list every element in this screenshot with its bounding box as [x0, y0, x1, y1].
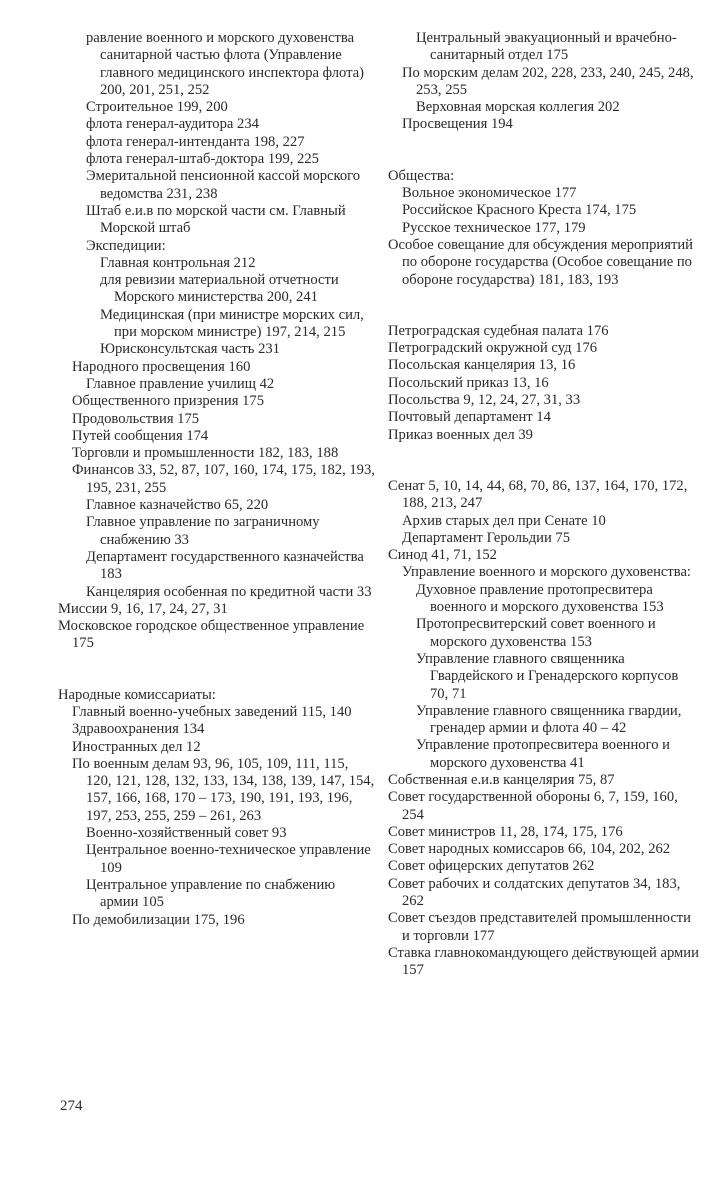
index-entry: Миссии 9, 16, 17, 24, 27, 31	[58, 600, 228, 617]
index-entry: флота генерал-аудитора 234	[86, 116, 259, 133]
index-entry: Верховная морская коллегия 202	[416, 99, 620, 116]
index-entry: По демобилизации 175, 196	[72, 911, 245, 928]
index-entry: равление военного и морского духовенства санитарной частью флота (Управление главного медицинского инспектора флота) 200, 201, 251, 252	[86, 30, 365, 98]
index-entry: Управление военного и морского духовенства:	[402, 564, 691, 581]
index-entry: Общества:	[388, 167, 455, 184]
index-entry: Совет съездов представителей промышленности и торговли 177	[388, 910, 691, 944]
index-entry: Московское городское общественное управление 175	[58, 618, 365, 652]
index-entry: По военным делам 93, 96, 105, 109, 111, 115, 120, 121, 128, 132, 133, 134, 138, 139, 147, 154, 157, 166, 168, 170 – 173, 190, 191, 193, 196, 197, 253, 255, 259 – 261, 263	[72, 755, 375, 824]
index-entry: Здравоохранения 134	[72, 721, 205, 738]
index-entry: Совет рабочих и солдатских депутатов 34, 183, 262	[388, 875, 681, 910]
index-entry: Петроградский окружной суд 176	[388, 340, 598, 357]
index-column-left	[58, 30, 376, 929]
index-entry: Совет народных комиссаров 66, 104, 202, 262	[388, 841, 671, 858]
index-entry: Центральное военно-техническое управление 109	[86, 842, 371, 876]
section-gap	[388, 444, 700, 478]
index-entry: Штаб е.и.в по морской части см. Главный Морской штаб	[86, 202, 346, 237]
index-entry: флота генерал-штаб-доктора 199, 225	[86, 151, 319, 168]
index-entry: Управление протопресвитера военного и морского духовенства 41	[416, 737, 670, 771]
index-entry: Посольский приказ 13, 16	[388, 374, 549, 391]
index-entry: Эмеритальной пенсионной кассой морского ведомства 231, 238	[86, 168, 361, 202]
index-entry: Управление главного священника Гвардейского и Гренадерского корпусов 70, 71	[416, 650, 679, 702]
index-entry: для ревизии материальной отчетности Морского министерства 200, 241	[100, 272, 339, 306]
index-column-right	[388, 30, 700, 980]
index-entry: Главный военно-учебных заведений 115, 140	[72, 703, 352, 720]
index-entry: Синод 41, 71, 152	[388, 547, 497, 564]
index-entry: Главное правление училищ 42	[86, 375, 275, 392]
section-gap	[58, 653, 376, 687]
index-entry: Народные комиссариаты:	[58, 686, 216, 703]
index-entry: Медицинская (при министре морских сил, при морском министре) 197, 214, 215	[100, 306, 364, 341]
index-entry: Торговли и промышленности 182, 183, 188	[72, 445, 339, 462]
index-entry: Центральный эвакуационный и врачебно-санитарный отдел 175	[416, 30, 677, 64]
index-entry: Департамент государственного казначейства 183	[86, 548, 364, 583]
index-entry: Архив старых дел при Сенате 10	[402, 512, 606, 529]
index-entry: Совет офицерских депутатов 262	[388, 858, 595, 875]
index-entry: Просвещения 194	[402, 116, 513, 133]
page-number: 274	[60, 1098, 83, 1114]
index-entry: Путей сообщения 174	[72, 427, 209, 444]
index-entry: Юрисконсультская часть 231	[100, 341, 280, 358]
index-entry: Совет министров 11, 28, 174, 175, 176	[388, 823, 623, 840]
index-entry: Строительное 199, 200	[86, 99, 228, 116]
index-entry: Петроградская судебная палата 176	[388, 322, 609, 339]
index-entry: Главная контрольная 212	[100, 254, 256, 271]
index-entry: Русское техническое 177, 179	[402, 219, 586, 236]
index-entry: Народного просвещения 160	[72, 358, 251, 375]
index-entry: Почтовый департамент 14	[388, 409, 551, 426]
index-entry: Военно-хозяйственный совет 93	[86, 825, 287, 842]
index-entry: Главное казначейство 65, 220	[86, 497, 269, 514]
index-entry: Духовное правление протопресвитера военного и морского духовенства 153	[416, 581, 664, 616]
index-entry: флота генерал-интенданта 198, 227	[86, 133, 305, 150]
index-entry: Продовольствия 175	[72, 410, 200, 427]
index-entry: Посольская канцелярия 13, 16	[388, 357, 576, 374]
section-gap	[388, 289, 700, 323]
index-entry: Сенат 5, 10, 14, 44, 68, 70, 86, 137, 164, 170, 172, 188, 213, 247	[388, 477, 688, 512]
index-entry: Общественного призрения 175	[72, 393, 264, 410]
index-entry: Собственная е.и.в канцелярия 75, 87	[388, 771, 615, 788]
index-entry: Экспедиции:	[86, 237, 166, 254]
index-entry: Департамент Герольдии 75	[402, 529, 571, 546]
index-entry: Канцелярия особенная по кредитной части 33	[86, 583, 372, 600]
index-entry: Центральное управление по снабжению армии 105	[86, 876, 336, 911]
index-entry: Приказ военных дел 39	[388, 426, 533, 443]
index-entry: Иностранных дел 12	[72, 738, 201, 755]
index-entry: Особое совещание для обсуждения мероприятий по обороне государства (Особое совещание по обороне государства) 181, 183, 193	[388, 236, 693, 288]
index-entry: Главное управление по заграничному снабжению 33	[86, 514, 320, 548]
index-entry: Протопресвитерский совет военного и морского духовенства 153	[416, 616, 656, 650]
index-entry: Вольное экономическое 177	[402, 185, 577, 202]
section-gap	[388, 134, 700, 168]
index-entry: Ставка главнокомандующего действующей армии 157	[388, 944, 699, 979]
index-entry: По морским делам 202, 228, 233, 240, 245, 248, 253, 255	[402, 64, 694, 98]
index-entry: Посольства 9, 12, 24, 27, 31, 33	[388, 392, 581, 409]
index-entry: Финансов 33, 52, 87, 107, 160, 174, 175, 182, 193, 195, 231, 255	[72, 462, 375, 496]
index-entry: Совет государственной обороны 6, 7, 159, 160, 254	[388, 789, 678, 823]
index-entry: Управление главного священника гвардии, гренадер армии и флота 40 – 42	[416, 702, 682, 737]
index-entry: Российское Красного Креста 174, 175	[402, 202, 637, 219]
